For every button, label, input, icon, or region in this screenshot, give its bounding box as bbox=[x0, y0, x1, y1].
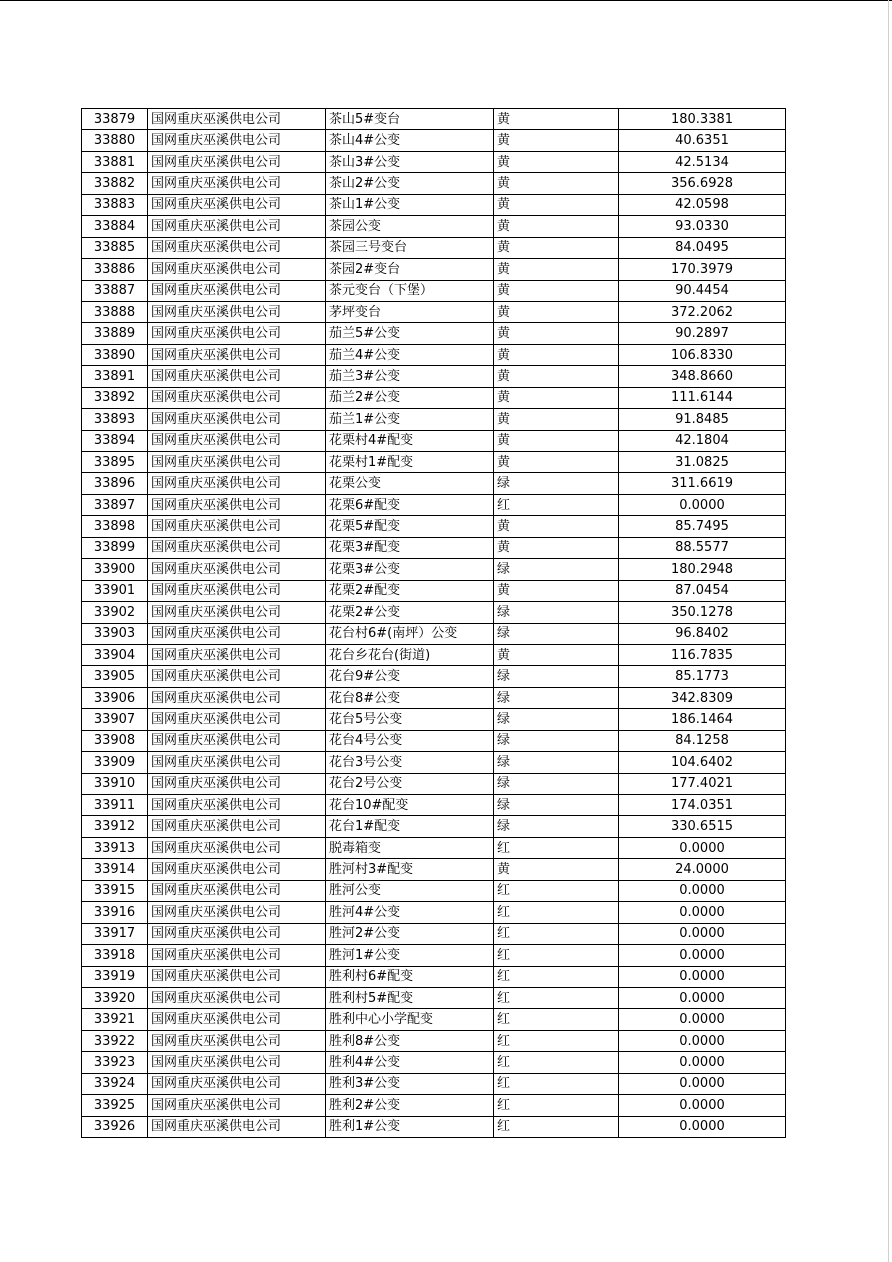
cell-value: 0.0000 bbox=[619, 987, 786, 1008]
cell-value: 372.2062 bbox=[619, 301, 786, 322]
cell-id: 33902 bbox=[82, 602, 148, 623]
cell-id: 33901 bbox=[82, 580, 148, 601]
cell-id: 33924 bbox=[82, 1073, 148, 1094]
cell-value: 0.0000 bbox=[619, 880, 786, 901]
cell-id: 33891 bbox=[82, 366, 148, 387]
cell-id: 33918 bbox=[82, 945, 148, 966]
cell-company: 国网重庆巫溪供电公司 bbox=[148, 987, 326, 1008]
cell-status: 黄 bbox=[494, 409, 619, 430]
cell-transformer-name: 茄兰1#公变 bbox=[326, 409, 494, 430]
cell-id: 33890 bbox=[82, 344, 148, 365]
cell-transformer-name: 茶园2#变台 bbox=[326, 259, 494, 280]
cell-status: 黄 bbox=[494, 216, 619, 237]
cell-id: 33913 bbox=[82, 837, 148, 858]
table-row bbox=[82, 859, 786, 880]
cell-transformer-name: 花台1#配变 bbox=[326, 816, 494, 837]
cell-status: 黄 bbox=[494, 151, 619, 172]
table-row bbox=[82, 773, 786, 794]
cell-company: 国网重庆巫溪供电公司 bbox=[148, 109, 326, 130]
page-top-border bbox=[0, 0, 892, 1]
cell-status: 黄 bbox=[494, 580, 619, 601]
cell-transformer-name: 茶山3#公变 bbox=[326, 151, 494, 172]
cell-company: 国网重庆巫溪供电公司 bbox=[148, 816, 326, 837]
cell-status: 红 bbox=[494, 966, 619, 987]
cell-transformer-name: 胜利村5#配变 bbox=[326, 987, 494, 1008]
table-row bbox=[82, 1116, 786, 1137]
cell-company: 国网重庆巫溪供电公司 bbox=[148, 237, 326, 258]
cell-value: 84.0495 bbox=[619, 237, 786, 258]
cell-status: 红 bbox=[494, 987, 619, 1008]
cell-status: 红 bbox=[494, 1052, 619, 1073]
cell-status: 黄 bbox=[494, 430, 619, 451]
cell-transformer-name: 茶山2#公变 bbox=[326, 173, 494, 194]
cell-id: 33888 bbox=[82, 301, 148, 322]
table-row bbox=[82, 130, 786, 151]
cell-value: 93.0330 bbox=[619, 216, 786, 237]
table-row bbox=[82, 452, 786, 473]
table-row bbox=[82, 923, 786, 944]
table-body bbox=[82, 109, 786, 1138]
cell-value: 85.1773 bbox=[619, 666, 786, 687]
cell-transformer-name: 脱毒箱变 bbox=[326, 837, 494, 858]
cell-transformer-name: 茄兰3#公变 bbox=[326, 366, 494, 387]
cell-value: 90.4454 bbox=[619, 280, 786, 301]
cell-id: 33892 bbox=[82, 387, 148, 408]
cell-company: 国网重庆巫溪供电公司 bbox=[148, 194, 326, 215]
cell-value: 84.1258 bbox=[619, 730, 786, 751]
cell-value: 311.6619 bbox=[619, 473, 786, 494]
cell-status: 绿 bbox=[494, 816, 619, 837]
table-row bbox=[82, 902, 786, 923]
cell-value: 348.8660 bbox=[619, 366, 786, 387]
cell-value: 90.2897 bbox=[619, 323, 786, 344]
table-row bbox=[82, 173, 786, 194]
cell-value: 111.6144 bbox=[619, 387, 786, 408]
cell-value: 31.0825 bbox=[619, 452, 786, 473]
cell-transformer-name: 花台2号公变 bbox=[326, 773, 494, 794]
cell-id: 33880 bbox=[82, 130, 148, 151]
cell-id: 33905 bbox=[82, 666, 148, 687]
cell-transformer-name: 茶元变台（下堡） bbox=[326, 280, 494, 301]
cell-status: 红 bbox=[494, 494, 619, 515]
cell-transformer-name: 花栗6#配变 bbox=[326, 494, 494, 515]
cell-transformer-name: 胜利2#公变 bbox=[326, 1095, 494, 1116]
cell-id: 33910 bbox=[82, 773, 148, 794]
cell-transformer-name: 花栗村4#配变 bbox=[326, 430, 494, 451]
cell-transformer-name: 胜利1#公变 bbox=[326, 1116, 494, 1137]
table-row bbox=[82, 795, 786, 816]
cell-value: 0.0000 bbox=[619, 494, 786, 515]
cell-transformer-name: 花台8#公变 bbox=[326, 687, 494, 708]
cell-value: 85.7495 bbox=[619, 516, 786, 537]
cell-company: 国网重庆巫溪供电公司 bbox=[148, 366, 326, 387]
table-row bbox=[82, 559, 786, 580]
cell-status: 黄 bbox=[494, 280, 619, 301]
table-row bbox=[82, 301, 786, 322]
cell-company: 国网重庆巫溪供电公司 bbox=[148, 730, 326, 751]
cell-transformer-name: 花台5号公变 bbox=[326, 709, 494, 730]
cell-value: 42.5134 bbox=[619, 151, 786, 172]
cell-id: 33904 bbox=[82, 644, 148, 665]
cell-company: 国网重庆巫溪供电公司 bbox=[148, 259, 326, 280]
cell-transformer-name: 花台10#配变 bbox=[326, 795, 494, 816]
table-row bbox=[82, 666, 786, 687]
cell-value: 0.0000 bbox=[619, 945, 786, 966]
cell-company: 国网重庆巫溪供电公司 bbox=[148, 430, 326, 451]
cell-id: 33894 bbox=[82, 430, 148, 451]
cell-value: 24.0000 bbox=[619, 859, 786, 880]
cell-company: 国网重庆巫溪供电公司 bbox=[148, 666, 326, 687]
table-row bbox=[82, 537, 786, 558]
table-row bbox=[82, 280, 786, 301]
cell-transformer-name: 茶山4#公变 bbox=[326, 130, 494, 151]
cell-company: 国网重庆巫溪供电公司 bbox=[148, 1073, 326, 1094]
cell-status: 绿 bbox=[494, 623, 619, 644]
cell-status: 黄 bbox=[494, 537, 619, 558]
cell-status: 黄 bbox=[494, 323, 619, 344]
cell-company: 国网重庆巫溪供电公司 bbox=[148, 902, 326, 923]
cell-id: 33879 bbox=[82, 109, 148, 130]
cell-company: 国网重庆巫溪供电公司 bbox=[148, 687, 326, 708]
table-row bbox=[82, 430, 786, 451]
cell-company: 国网重庆巫溪供电公司 bbox=[148, 216, 326, 237]
cell-status: 红 bbox=[494, 837, 619, 858]
cell-value: 0.0000 bbox=[619, 1095, 786, 1116]
cell-transformer-name: 胜利3#公变 bbox=[326, 1073, 494, 1094]
cell-value: 356.6928 bbox=[619, 173, 786, 194]
table-row bbox=[82, 1073, 786, 1094]
table-row bbox=[82, 816, 786, 837]
cell-transformer-name: 花栗5#配变 bbox=[326, 516, 494, 537]
cell-status: 黄 bbox=[494, 173, 619, 194]
cell-value: 96.8402 bbox=[619, 623, 786, 644]
cell-transformer-name: 花台村6#(南坪）公变 bbox=[326, 623, 494, 644]
cell-id: 33886 bbox=[82, 259, 148, 280]
cell-status: 黄 bbox=[494, 366, 619, 387]
cell-transformer-name: 胜利8#公变 bbox=[326, 1030, 494, 1051]
cell-company: 国网重庆巫溪供电公司 bbox=[148, 323, 326, 344]
cell-id: 33923 bbox=[82, 1052, 148, 1073]
cell-status: 绿 bbox=[494, 602, 619, 623]
cell-transformer-name: 花台乡花台(街道) bbox=[326, 644, 494, 665]
cell-id: 33889 bbox=[82, 323, 148, 344]
cell-company: 国网重庆巫溪供电公司 bbox=[148, 387, 326, 408]
cell-transformer-name: 胜利村6#配变 bbox=[326, 966, 494, 987]
cell-company: 国网重庆巫溪供电公司 bbox=[148, 301, 326, 322]
cell-status: 黄 bbox=[494, 516, 619, 537]
cell-value: 186.1464 bbox=[619, 709, 786, 730]
cell-transformer-name: 茄兰5#公变 bbox=[326, 323, 494, 344]
cell-value: 104.6402 bbox=[619, 752, 786, 773]
cell-value: 91.8485 bbox=[619, 409, 786, 430]
cell-status: 绿 bbox=[494, 752, 619, 773]
cell-value: 42.0598 bbox=[619, 194, 786, 215]
cell-company: 国网重庆巫溪供电公司 bbox=[148, 173, 326, 194]
table-row bbox=[82, 602, 786, 623]
cell-value: 0.0000 bbox=[619, 1009, 786, 1030]
cell-company: 国网重庆巫溪供电公司 bbox=[148, 709, 326, 730]
table-row bbox=[82, 387, 786, 408]
cell-id: 33914 bbox=[82, 859, 148, 880]
cell-transformer-name: 花台3号公变 bbox=[326, 752, 494, 773]
table-row bbox=[82, 730, 786, 751]
cell-value: 0.0000 bbox=[619, 1052, 786, 1073]
table-row bbox=[82, 366, 786, 387]
table-row bbox=[82, 623, 786, 644]
table-row bbox=[82, 687, 786, 708]
cell-value: 0.0000 bbox=[619, 966, 786, 987]
cell-value: 174.0351 bbox=[619, 795, 786, 816]
table-row bbox=[82, 987, 786, 1008]
cell-value: 0.0000 bbox=[619, 1073, 786, 1094]
page-right-edge bbox=[888, 0, 889, 1262]
cell-company: 国网重庆巫溪供电公司 bbox=[148, 494, 326, 515]
cell-id: 33911 bbox=[82, 795, 148, 816]
cell-id: 33895 bbox=[82, 452, 148, 473]
cell-status: 黄 bbox=[494, 109, 619, 130]
cell-id: 33921 bbox=[82, 1009, 148, 1030]
cell-id: 33900 bbox=[82, 559, 148, 580]
cell-status: 黄 bbox=[494, 194, 619, 215]
cell-value: 0.0000 bbox=[619, 1030, 786, 1051]
cell-transformer-name: 花栗3#配变 bbox=[326, 537, 494, 558]
table-row bbox=[82, 945, 786, 966]
cell-transformer-name: 花栗村1#配变 bbox=[326, 452, 494, 473]
cell-id: 33903 bbox=[82, 623, 148, 644]
table-row bbox=[82, 323, 786, 344]
cell-value: 106.8330 bbox=[619, 344, 786, 365]
table-row bbox=[82, 1030, 786, 1051]
cell-company: 国网重庆巫溪供电公司 bbox=[148, 537, 326, 558]
cell-company: 国网重庆巫溪供电公司 bbox=[148, 516, 326, 537]
cell-status: 红 bbox=[494, 1095, 619, 1116]
table-row bbox=[82, 216, 786, 237]
cell-value: 180.3381 bbox=[619, 109, 786, 130]
table-row bbox=[82, 151, 786, 172]
cell-transformer-name: 茶园三号变台 bbox=[326, 237, 494, 258]
cell-company: 国网重庆巫溪供电公司 bbox=[148, 344, 326, 365]
cell-company: 国网重庆巫溪供电公司 bbox=[148, 945, 326, 966]
table-row bbox=[82, 237, 786, 258]
cell-status: 绿 bbox=[494, 559, 619, 580]
cell-status: 绿 bbox=[494, 773, 619, 794]
cell-id: 33885 bbox=[82, 237, 148, 258]
cell-company: 国网重庆巫溪供电公司 bbox=[148, 409, 326, 430]
cell-id: 33896 bbox=[82, 473, 148, 494]
cell-status: 黄 bbox=[494, 259, 619, 280]
cell-transformer-name: 茶山5#变台 bbox=[326, 109, 494, 130]
table-row bbox=[82, 194, 786, 215]
cell-id: 33920 bbox=[82, 987, 148, 1008]
cell-company: 国网重庆巫溪供电公司 bbox=[148, 859, 326, 880]
cell-status: 绿 bbox=[494, 473, 619, 494]
table-row bbox=[82, 644, 786, 665]
cell-id: 33893 bbox=[82, 409, 148, 430]
cell-value: 40.6351 bbox=[619, 130, 786, 151]
cell-id: 33916 bbox=[82, 902, 148, 923]
table-row bbox=[82, 1095, 786, 1116]
cell-id: 33925 bbox=[82, 1095, 148, 1116]
cell-id: 33909 bbox=[82, 752, 148, 773]
cell-value: 170.3979 bbox=[619, 259, 786, 280]
cell-transformer-name: 胜河村3#配变 bbox=[326, 859, 494, 880]
cell-value: 0.0000 bbox=[619, 837, 786, 858]
cell-id: 33908 bbox=[82, 730, 148, 751]
cell-transformer-name: 花栗2#公变 bbox=[326, 602, 494, 623]
cell-company: 国网重庆巫溪供电公司 bbox=[148, 837, 326, 858]
cell-value: 180.2948 bbox=[619, 559, 786, 580]
cell-status: 红 bbox=[494, 880, 619, 901]
cell-transformer-name: 茶山1#公变 bbox=[326, 194, 494, 215]
cell-id: 33899 bbox=[82, 537, 148, 558]
table-row bbox=[82, 409, 786, 430]
cell-id: 33887 bbox=[82, 280, 148, 301]
cell-status: 黄 bbox=[494, 344, 619, 365]
cell-company: 国网重庆巫溪供电公司 bbox=[148, 1009, 326, 1030]
cell-status: 绿 bbox=[494, 795, 619, 816]
cell-status: 红 bbox=[494, 902, 619, 923]
cell-status: 黄 bbox=[494, 301, 619, 322]
cell-company: 国网重庆巫溪供电公司 bbox=[148, 452, 326, 473]
cell-transformer-name: 胜河公变 bbox=[326, 880, 494, 901]
table-row bbox=[82, 837, 786, 858]
cell-company: 国网重庆巫溪供电公司 bbox=[148, 130, 326, 151]
cell-status: 黄 bbox=[494, 130, 619, 151]
cell-company: 国网重庆巫溪供电公司 bbox=[148, 559, 326, 580]
cell-transformer-name: 花栗3#公变 bbox=[326, 559, 494, 580]
cell-status: 黄 bbox=[494, 644, 619, 665]
cell-value: 88.5577 bbox=[619, 537, 786, 558]
table-row bbox=[82, 1009, 786, 1030]
cell-id: 33917 bbox=[82, 923, 148, 944]
cell-transformer-name: 茶园公变 bbox=[326, 216, 494, 237]
cell-company: 国网重庆巫溪供电公司 bbox=[148, 602, 326, 623]
table-row bbox=[82, 1052, 786, 1073]
cell-transformer-name: 花台4号公变 bbox=[326, 730, 494, 751]
cell-value: 330.6515 bbox=[619, 816, 786, 837]
cell-status: 红 bbox=[494, 945, 619, 966]
cell-value: 0.0000 bbox=[619, 1116, 786, 1137]
cell-value: 116.7835 bbox=[619, 644, 786, 665]
table-row bbox=[82, 966, 786, 987]
cell-id: 33912 bbox=[82, 816, 148, 837]
cell-transformer-name: 胜利中心小学配变 bbox=[326, 1009, 494, 1030]
cell-company: 国网重庆巫溪供电公司 bbox=[148, 473, 326, 494]
table-row bbox=[82, 344, 786, 365]
cell-value: 342.8309 bbox=[619, 687, 786, 708]
cell-id: 33906 bbox=[82, 687, 148, 708]
cell-transformer-name: 胜利4#公变 bbox=[326, 1052, 494, 1073]
cell-company: 国网重庆巫溪供电公司 bbox=[148, 966, 326, 987]
cell-id: 33915 bbox=[82, 880, 148, 901]
data-table bbox=[81, 108, 786, 1138]
cell-company: 国网重庆巫溪供电公司 bbox=[148, 752, 326, 773]
cell-status: 红 bbox=[494, 1030, 619, 1051]
cell-value: 350.1278 bbox=[619, 602, 786, 623]
cell-id: 33926 bbox=[82, 1116, 148, 1137]
cell-transformer-name: 胜河1#公变 bbox=[326, 945, 494, 966]
cell-company: 国网重庆巫溪供电公司 bbox=[148, 1030, 326, 1051]
cell-status: 绿 bbox=[494, 730, 619, 751]
cell-company: 国网重庆巫溪供电公司 bbox=[148, 623, 326, 644]
table-row bbox=[82, 880, 786, 901]
cell-transformer-name: 花台9#公变 bbox=[326, 666, 494, 687]
cell-status: 黄 bbox=[494, 452, 619, 473]
cell-company: 国网重庆巫溪供电公司 bbox=[148, 280, 326, 301]
cell-status: 黄 bbox=[494, 387, 619, 408]
cell-id: 33882 bbox=[82, 173, 148, 194]
cell-status: 红 bbox=[494, 923, 619, 944]
cell-company: 国网重庆巫溪供电公司 bbox=[148, 580, 326, 601]
cell-status: 绿 bbox=[494, 709, 619, 730]
cell-company: 国网重庆巫溪供电公司 bbox=[148, 773, 326, 794]
cell-company: 国网重庆巫溪供电公司 bbox=[148, 644, 326, 665]
cell-id: 33898 bbox=[82, 516, 148, 537]
table-row bbox=[82, 259, 786, 280]
cell-status: 黄 bbox=[494, 237, 619, 258]
cell-value: 42.1804 bbox=[619, 430, 786, 451]
cell-company: 国网重庆巫溪供电公司 bbox=[148, 1095, 326, 1116]
cell-id: 33883 bbox=[82, 194, 148, 215]
cell-transformer-name: 茄兰2#公变 bbox=[326, 387, 494, 408]
cell-status: 绿 bbox=[494, 666, 619, 687]
cell-id: 33907 bbox=[82, 709, 148, 730]
cell-value: 177.4021 bbox=[619, 773, 786, 794]
cell-company: 国网重庆巫溪供电公司 bbox=[148, 1052, 326, 1073]
cell-company: 国网重庆巫溪供电公司 bbox=[148, 795, 326, 816]
cell-company: 国网重庆巫溪供电公司 bbox=[148, 1116, 326, 1137]
cell-company: 国网重庆巫溪供电公司 bbox=[148, 923, 326, 944]
cell-value: 0.0000 bbox=[619, 902, 786, 923]
cell-status: 红 bbox=[494, 1116, 619, 1137]
table-row bbox=[82, 109, 786, 130]
cell-id: 33881 bbox=[82, 151, 148, 172]
cell-transformer-name: 茄兰4#公变 bbox=[326, 344, 494, 365]
cell-status: 绿 bbox=[494, 687, 619, 708]
table-row bbox=[82, 580, 786, 601]
cell-status: 红 bbox=[494, 1073, 619, 1094]
cell-status: 红 bbox=[494, 1009, 619, 1030]
cell-transformer-name: 茅坪变台 bbox=[326, 301, 494, 322]
cell-transformer-name: 花栗公变 bbox=[326, 473, 494, 494]
cell-company: 国网重庆巫溪供电公司 bbox=[148, 880, 326, 901]
table-row bbox=[82, 709, 786, 730]
table-row bbox=[82, 473, 786, 494]
cell-id: 33897 bbox=[82, 494, 148, 515]
cell-transformer-name: 胜河2#公变 bbox=[326, 923, 494, 944]
table-row bbox=[82, 752, 786, 773]
cell-transformer-name: 花栗2#配变 bbox=[326, 580, 494, 601]
cell-value: 87.0454 bbox=[619, 580, 786, 601]
cell-transformer-name: 胜河4#公变 bbox=[326, 902, 494, 923]
cell-company: 国网重庆巫溪供电公司 bbox=[148, 151, 326, 172]
table-row bbox=[82, 516, 786, 537]
cell-id: 33919 bbox=[82, 966, 148, 987]
cell-id: 33922 bbox=[82, 1030, 148, 1051]
cell-id: 33884 bbox=[82, 216, 148, 237]
cell-status: 黄 bbox=[494, 859, 619, 880]
cell-value: 0.0000 bbox=[619, 923, 786, 944]
table-row bbox=[82, 494, 786, 515]
